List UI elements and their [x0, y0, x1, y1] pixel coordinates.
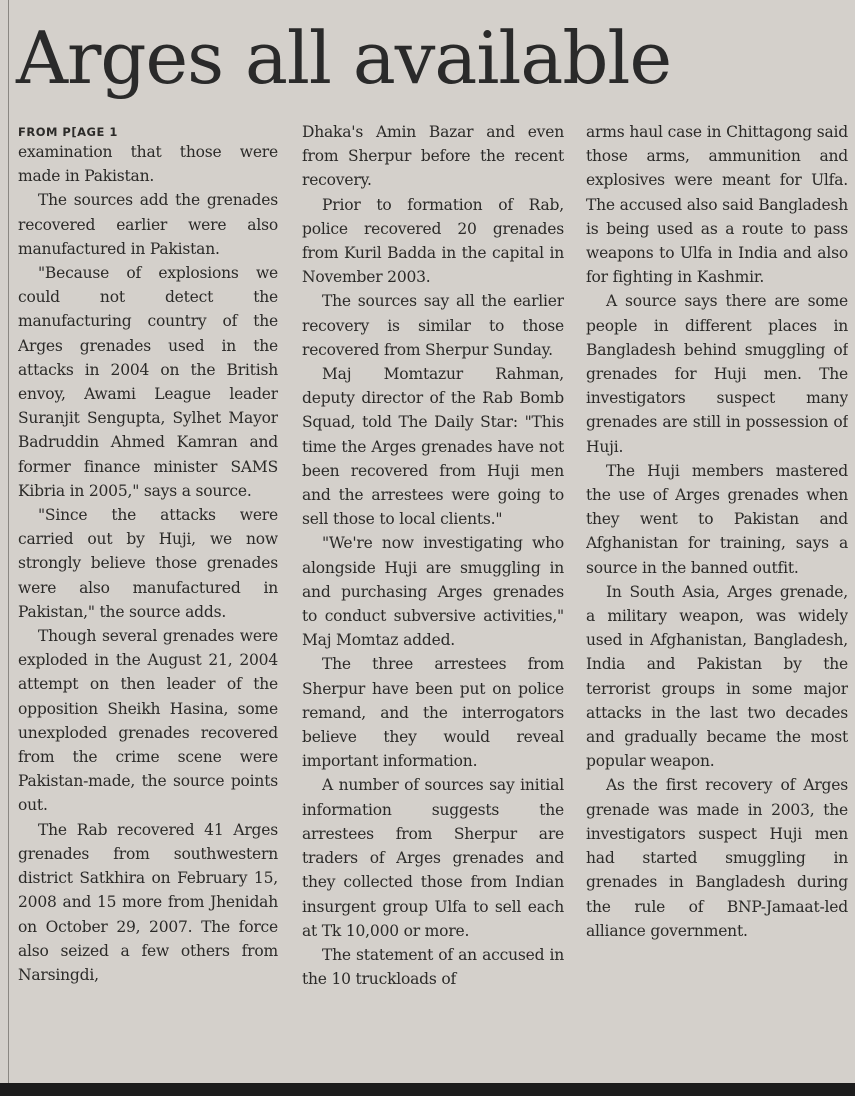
paragraph: The Huji members mastered the use of Arges grenades when they went to Pakistan and Afghanistan for training, says a source in the banned outfit.	[586, 461, 848, 577]
paragraph: In South Asia, Arges grenade, a military weapon, was widely used in Afghanistan, Bangladesh, India and Pakistan by the terrorist groups in some major attacks in the last two decades and gradually became the most popular weapon.	[586, 582, 848, 771]
paragraph: The Rab recovered 41 Arges grenades from southwestern district Satkhira on February 15, 2008 and 15 more from Jhenidah on October 29, 2007. The force also seized a few others from Narsingdi,	[18, 820, 278, 984]
column-rule	[8, 0, 9, 1083]
continued-from-kicker: FROM P[AGE 1	[18, 125, 118, 139]
paragraph: "We're now investigating who alongside Huji are smuggling in and purchasing Arges grenades to conduct subversive activities," Maj Momtaz added.	[302, 534, 564, 650]
paragraph: The statement of an accused in the 10 truckloads of	[302, 945, 564, 989]
paragraph: Dhaka's Amin Bazar and even from Sherpur before the recent recovery.	[302, 123, 564, 190]
paragraph: A source says there are some people in different places in Bangladesh behind smuggling of grenades for Huji men. The investigators suspect many grenades are still in possession of Huji.	[586, 292, 848, 456]
paragraph: Though several grenades were exploded in the August 21, 2004 attempt on then leader of the opposition Sheikh Hasina, some unexploded grenades recovered from the crime scene were Pakistan-made, the source points out.	[18, 627, 278, 815]
paragraph: The sources add the grenades recovered earlier were also manufactured in Pakistan.	[18, 191, 278, 258]
article-column-3	[586, 120, 848, 1070]
paragraph: As the first recovery of Arges grenade was made in 2003, the investigators suspect Huji men had started smuggling in grenades in Bangladesh during the rule of BNP-Jamaat-led alliance government.	[586, 776, 848, 940]
paragraph: arms haul case in Chittagong said those arms, ammunition and explosives were meant for Ulfa. The accused also said Bangladesh is being used as a route to pass weapons to Ulfa in India and also for fighting in Kashmir.	[586, 123, 848, 287]
paragraph: The three arrestees from Sherpur have been put on police remand, and the interrogators believe they would reveal important information.	[302, 655, 564, 771]
adjacent-article-fragment	[735, 10, 855, 120]
scan-border	[0, 1083, 855, 1096]
paragraph: A number of sources say initial information suggests the arrestees from Sherpur are traders of Arges grenades and they collected those from Indian insurgent group Ulfa to sell each at Tk 10,000 or more.	[302, 776, 564, 940]
paragraph: examination that those were made in Pakistan.	[18, 143, 278, 186]
paragraph: "Since the attacks were carried out by Huji, we now strongly believe those grenades were also manufactured in Pakistan," the source adds.	[18, 506, 278, 621]
paragraph: Maj Momtazur Rahman, deputy director of the Rab Bomb Squad, told The Daily Star: "This time the Arges grenades have not been recovered from Huji men and the arrestees were going to sell those to local clients."	[302, 365, 564, 529]
headline: Arges all available	[16, 16, 672, 100]
paragraph: Prior to formation of Rab, police recovered 20 grenades from Kuril Badda in the capital in November 2003.	[302, 195, 564, 287]
paragraph: The sources say all the earlier recovery is similar to those recovered from Sherpur Sunday.	[302, 292, 564, 359]
article-column-1	[18, 120, 278, 1070]
article-column-2	[302, 120, 564, 1070]
paragraph: "Because of explosions we could not detect the manufacturing country of the Arges grenades used in the attacks in 2004 on the British envoy, Awami League leader Suranjit Sengupta, Sylhet Mayor Badruddin Ahmed Kamran and former finance minister SAMS Kibria in 2005," says a source.	[18, 264, 278, 500]
